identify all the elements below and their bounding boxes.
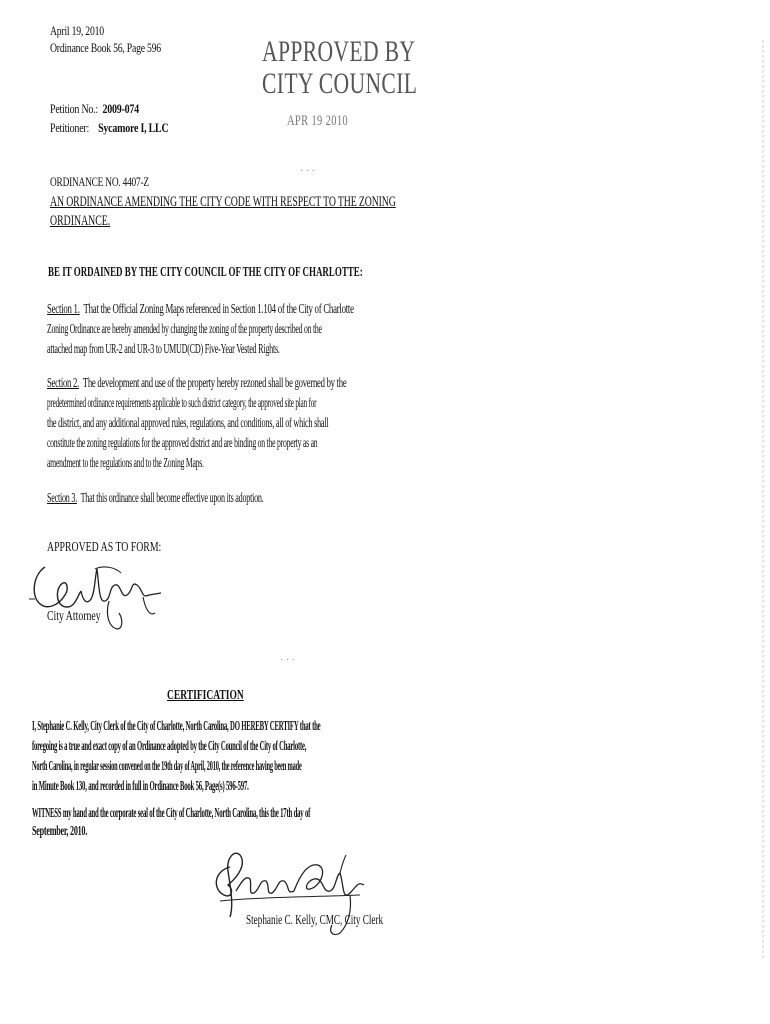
ordinance-title-line2: ORDINANCE. (50, 213, 111, 229)
section-1-line-3: attached map from UR-2 and UR-3 to UMUD(CD) Five-Year Vested Rights. (47, 341, 280, 356)
witness-line-2: September, 2010. (32, 823, 88, 838)
section-1-line-1: Section 1. That the Official Zoning Maps referenced in Section 1.104 of the City of Charlotte (47, 301, 354, 316)
petitioner (50, 121, 168, 136)
section-1-line-2: Zoning Ordinance are hereby amended by changing the zoning of the property described on the (47, 321, 322, 336)
ordinance-number: ORDINANCE NO. 4407-Z (50, 174, 149, 189)
ordinance-title-line1: AN ORDINANCE AMENDING THE CITY CODE WITH RESPECT TO THE ZONING (50, 194, 396, 210)
header-book-ref: Ordinance Book 56, Page 596 (50, 41, 161, 55)
stamp-approved-by: APPROVED BY (262, 35, 416, 68)
scan-speck: · · · (280, 655, 295, 666)
section-3-label: Section 3. (47, 490, 77, 505)
approved-as-to-form: APPROVED AS TO FORM: (47, 540, 162, 555)
scan-edge-artifact (756, 40, 770, 960)
section-3-line-1: Section 3. That this ordinance shall become effective upon its adoption. (47, 490, 264, 505)
header-date: April 19, 2010 (50, 24, 104, 38)
ordained-clause: BE IT ORDAINED BY THE CITY COUNCIL OF THE CITY OF CHARLOTTE: (48, 265, 363, 280)
section-2-line-4: constitute the zoning regulations for the approved district and are binding on the property as an (47, 435, 318, 450)
city-clerk-name: Stephanie C. Kelly, CMC, City Clerk (246, 912, 384, 927)
section-2-line-1: Section 2. The development and use of the property hereby rezoned shall be governed by the (47, 375, 347, 390)
city-attorney-title: City Attorney (47, 609, 101, 624)
petition-number-value: 2009-074 (102, 102, 139, 116)
certification-line-3: North Carolina, in regular session convened on the 19th day of April, 2010, the reference having been made (32, 758, 302, 773)
certification-line-4: in Minute Book 130, and recorded in full in Ordinance Book 56, Page(s) 596-597. (32, 778, 249, 793)
stamp-date: APR 19 2010 (287, 113, 349, 129)
scan-speck: · · · (300, 166, 315, 177)
section-2-line-3: the district, and any additional approved rules, regulations, and conditions, all of which shall (47, 415, 329, 430)
certification-heading: CERTIFICATION (167, 688, 244, 703)
petition-number (50, 102, 139, 117)
petition-number-label: Petition No.: (50, 102, 98, 116)
petitioner-value: Sycamore I, LLC (98, 121, 169, 135)
witness-line-1: WITNESS my hand and the corporate seal of the City of Charlotte, North Carolina, this the 17th day of (32, 805, 311, 820)
petitioner-label: Petitioner: (50, 121, 90, 135)
stamp-city-council: CITY COUNCIL (262, 67, 418, 100)
certification-line-2: foregoing is a true and exact copy of an Ordinance adopted by the City Council of the City of Charlotte, (32, 738, 307, 753)
section-2-line-5: amendment to the regulations and to the Zoning Maps. (47, 455, 204, 470)
section-1-label: Section 1. (47, 301, 80, 316)
section-2-label: Section 2. (47, 375, 79, 390)
section-2-line-2: predetermined ordinance requirements applicable to such district category, the approved site plan for (47, 395, 317, 410)
certification-line-1: I, Stephanie C. Kelly, City Clerk of the City of Charlotte, North Carolina, DO HEREBY CERTIFY that the (32, 718, 321, 733)
